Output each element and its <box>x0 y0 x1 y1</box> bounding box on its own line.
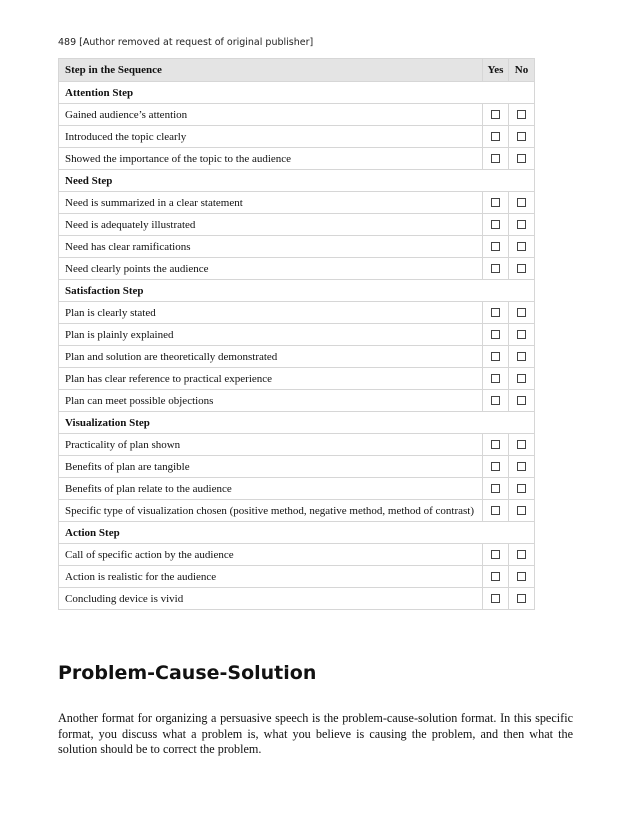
yes-checkbox[interactable] <box>491 242 500 251</box>
table-row <box>59 148 535 170</box>
no-cell <box>509 214 535 236</box>
yes-checkbox[interactable] <box>491 330 500 339</box>
criterion-label: Action is realistic for the audience <box>59 566 483 588</box>
checklist-body <box>59 82 535 610</box>
no-cell <box>509 478 535 500</box>
group-row <box>59 82 535 104</box>
yes-cell <box>483 368 509 390</box>
group-title: Action Step <box>59 522 535 544</box>
no-checkbox[interactable] <box>517 154 526 163</box>
no-cell <box>509 588 535 610</box>
table-row <box>59 258 535 280</box>
yes-checkbox[interactable] <box>491 220 500 229</box>
column-header-step: Step in the Sequence <box>59 59 483 82</box>
group-row <box>59 280 535 302</box>
no-checkbox[interactable] <box>517 462 526 471</box>
page-number: 489 <box>58 37 77 48</box>
yes-cell <box>483 324 509 346</box>
no-cell <box>509 236 535 258</box>
criterion-label: Benefits of plan are tangible <box>59 456 483 478</box>
no-checkbox[interactable] <box>517 308 526 317</box>
no-checkbox[interactable] <box>517 264 526 273</box>
yes-cell <box>483 478 509 500</box>
table-row <box>59 544 535 566</box>
body-paragraph: Another format for organizing a persuasive speech is the problem-cause-solution format. In this specific format, you discuss what a problem is, what you believe is causing the problem, and then what the solution should be to correct the problem. <box>58 711 573 756</box>
no-cell <box>509 566 535 588</box>
group-title: Attention Step <box>59 82 535 104</box>
table-row <box>59 324 535 346</box>
yes-checkbox[interactable] <box>491 132 500 141</box>
no-checkbox[interactable] <box>517 220 526 229</box>
criterion-label: Gained audience’s attention <box>59 104 483 126</box>
table-row <box>59 104 535 126</box>
column-header-no: No <box>509 59 535 82</box>
yes-cell <box>483 544 509 566</box>
page-header <box>58 37 313 48</box>
table-row <box>59 368 535 390</box>
yes-checkbox[interactable] <box>491 484 500 493</box>
yes-cell <box>483 258 509 280</box>
no-cell <box>509 126 535 148</box>
table-row <box>59 434 535 456</box>
no-cell <box>509 500 535 522</box>
column-header-yes: Yes <box>483 59 509 82</box>
table-row <box>59 214 535 236</box>
criterion-label: Need is summarized in a clear statement <box>59 192 483 214</box>
yes-cell <box>483 148 509 170</box>
no-checkbox[interactable] <box>517 352 526 361</box>
yes-checkbox[interactable] <box>491 352 500 361</box>
yes-cell <box>483 104 509 126</box>
table-row <box>59 566 535 588</box>
group-row <box>59 522 535 544</box>
no-cell <box>509 346 535 368</box>
checklist-table <box>58 58 535 610</box>
table-row <box>59 192 535 214</box>
criterion-label: Plan can meet possible objections <box>59 390 483 412</box>
yes-checkbox[interactable] <box>491 396 500 405</box>
yes-cell <box>483 456 509 478</box>
no-checkbox[interactable] <box>517 242 526 251</box>
criterion-label: Need has clear ramifications <box>59 236 483 258</box>
yes-cell <box>483 434 509 456</box>
no-checkbox[interactable] <box>517 594 526 603</box>
group-title: Visualization Step <box>59 412 535 434</box>
no-checkbox[interactable] <box>517 374 526 383</box>
no-checkbox[interactable] <box>517 132 526 141</box>
yes-cell <box>483 192 509 214</box>
yes-checkbox[interactable] <box>491 198 500 207</box>
yes-checkbox[interactable] <box>491 550 500 559</box>
criterion-label: Concluding device is vivid <box>59 588 483 610</box>
table-row <box>59 236 535 258</box>
table-row <box>59 456 535 478</box>
yes-cell <box>483 500 509 522</box>
table-row <box>59 346 535 368</box>
group-title: Satisfaction Step <box>59 280 535 302</box>
yes-checkbox[interactable] <box>491 308 500 317</box>
table-row <box>59 500 535 522</box>
yes-checkbox[interactable] <box>491 506 500 515</box>
yes-checkbox[interactable] <box>491 594 500 603</box>
no-checkbox[interactable] <box>517 110 526 119</box>
no-cell <box>509 544 535 566</box>
criterion-label: Need is adequately illustrated <box>59 214 483 236</box>
yes-cell <box>483 214 509 236</box>
no-checkbox[interactable] <box>517 330 526 339</box>
no-cell <box>509 368 535 390</box>
criterion-label: Specific type of visualization chosen (positive method, negative method, method of contrast) <box>59 500 483 522</box>
no-cell <box>509 258 535 280</box>
table-header-row <box>59 59 535 82</box>
yes-checkbox[interactable] <box>491 110 500 119</box>
no-checkbox[interactable] <box>517 572 526 581</box>
criterion-label: Plan and solution are theoretically demonstrated <box>59 346 483 368</box>
no-checkbox[interactable] <box>517 484 526 493</box>
no-cell <box>509 434 535 456</box>
yes-cell <box>483 390 509 412</box>
group-row <box>59 170 535 192</box>
running-head: [Author removed at request of original publisher] <box>79 37 314 48</box>
no-cell <box>509 104 535 126</box>
criterion-label: Plan is clearly stated <box>59 302 483 324</box>
table-row <box>59 126 535 148</box>
criterion-label: Practicality of plan shown <box>59 434 483 456</box>
yes-checkbox[interactable] <box>491 440 500 449</box>
criterion-label: Need clearly points the audience <box>59 258 483 280</box>
criterion-label: Introduced the topic clearly <box>59 126 483 148</box>
no-cell <box>509 390 535 412</box>
group-row <box>59 412 535 434</box>
yes-cell <box>483 126 509 148</box>
table-row <box>59 302 535 324</box>
table-row <box>59 478 535 500</box>
criterion-label: Plan is plainly explained <box>59 324 483 346</box>
yes-checkbox[interactable] <box>491 154 500 163</box>
no-checkbox[interactable] <box>517 550 526 559</box>
no-checkbox[interactable] <box>517 506 526 515</box>
no-cell <box>509 324 535 346</box>
table-row <box>59 390 535 412</box>
section-heading: Problem-Cause-Solution <box>58 662 317 684</box>
table-row <box>59 588 535 610</box>
yes-checkbox[interactable] <box>491 264 500 273</box>
yes-cell <box>483 346 509 368</box>
criterion-label: Showed the importance of the topic to the audience <box>59 148 483 170</box>
criterion-label: Call of specific action by the audience <box>59 544 483 566</box>
yes-cell <box>483 236 509 258</box>
group-title: Need Step <box>59 170 535 192</box>
no-checkbox[interactable] <box>517 440 526 449</box>
no-checkbox[interactable] <box>517 198 526 207</box>
no-checkbox[interactable] <box>517 396 526 405</box>
yes-cell <box>483 588 509 610</box>
no-cell <box>509 148 535 170</box>
criterion-label: Benefits of plan relate to the audience <box>59 478 483 500</box>
no-cell <box>509 192 535 214</box>
no-cell <box>509 302 535 324</box>
yes-cell <box>483 302 509 324</box>
yes-cell <box>483 566 509 588</box>
yes-checkbox[interactable] <box>491 374 500 383</box>
no-cell <box>509 456 535 478</box>
criterion-label: Plan has clear reference to practical experience <box>59 368 483 390</box>
yes-checkbox[interactable] <box>491 572 500 581</box>
yes-checkbox[interactable] <box>491 462 500 471</box>
